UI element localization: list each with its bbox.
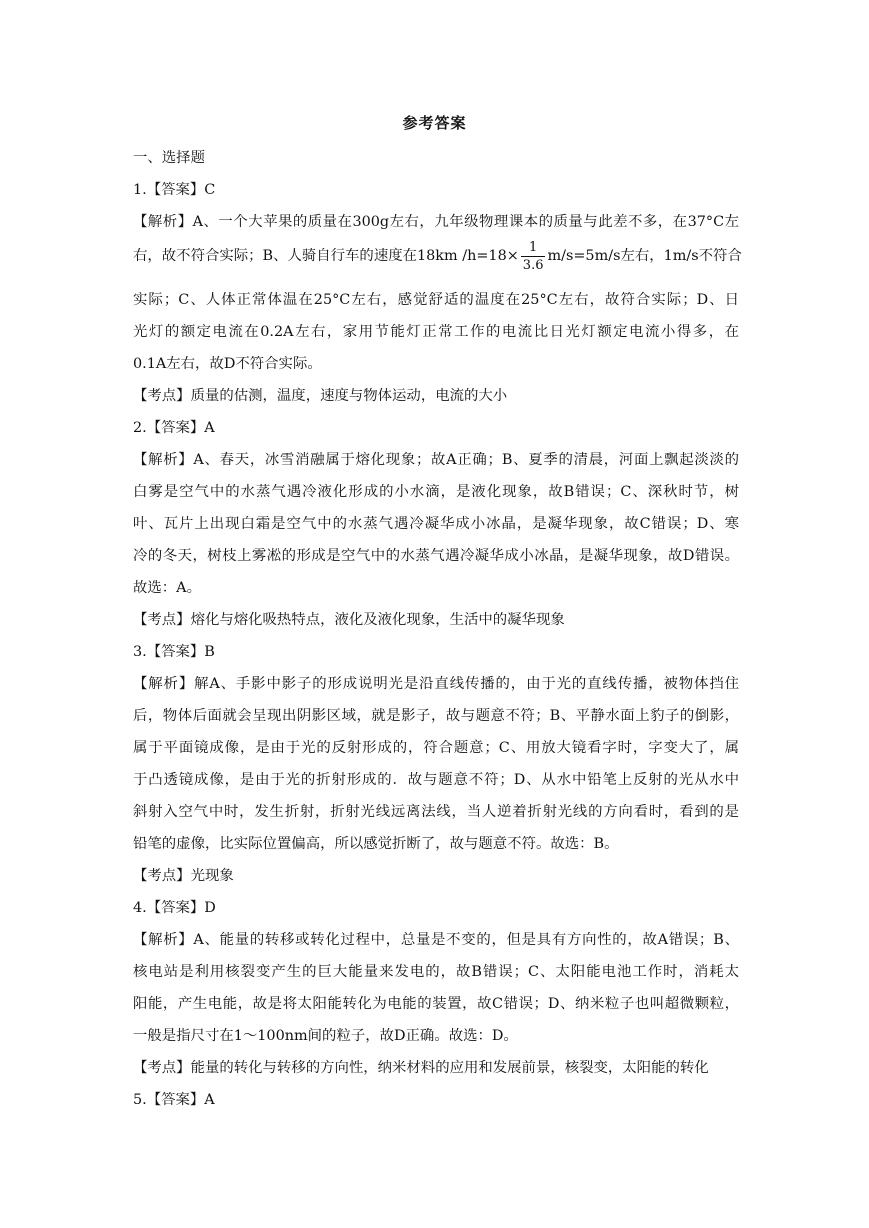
q1-answer: 1.【答案】C xyxy=(133,182,216,198)
q3-kaodian: 【考点】光现象 xyxy=(133,868,234,884)
q4-analysis-line-4: 一般是指尺寸在1～100nm间的粒子，故D正确。故选：D。 xyxy=(133,1028,518,1044)
q4-kaodian: 【考点】能量的转化与转移的方向性，纳米材料的应用和发展前景，核裂变，太阳能的转化 xyxy=(133,1060,709,1076)
q2-kaodian: 【考点】熔化与熔化吸热特点，液化及液化现象，生活中的凝华现象 xyxy=(133,612,565,628)
q2-analysis-line-3: 叶、瓦片上出现白霜是空气中的水蒸气遇冷凝华成小冰晶，是凝华现象，故C错误；D、寒 xyxy=(133,516,739,532)
page-title: 参考答案 xyxy=(402,114,467,132)
q4-analysis-line-3: 阳能，产生电能，故是将太阳能转化为电能的装置，故C错误；D、纳米粒子也叫超微颗粒， xyxy=(133,996,739,1012)
section-heading: 一、选择题 xyxy=(133,150,205,166)
q3-analysis-line-3: 属于平面镜成像，是由于光的反射形成的，符合题意；C、用放大镜看字时，字变大了，属 xyxy=(133,740,739,756)
q3-analysis-line-6: 铅笔的虚像，比实际位置偏高，所以感觉折断了，故与题意不符。故选：B。 xyxy=(133,836,619,852)
q3-answer: 3.【答案】B xyxy=(133,644,215,660)
fraction-denominator: 3.6 xyxy=(522,257,544,273)
speed-fraction xyxy=(521,239,546,274)
q2-analysis-line-4: 冷的冬天，树枝上雾凇的形成是空气中的水蒸气遇冷凝华成小冰晶，是凝华现象，故D错误。 xyxy=(133,548,739,564)
q3-analysis-line-1: 【解析】解A、手影中影子的形成说明光是沿直线传播的，由于光的直线传播，被物体挡住 xyxy=(133,676,739,692)
q2-answer: 2.【答案】A xyxy=(133,420,215,436)
q4-analysis-line-2: 核电站是利用核裂变产生的巨大能量来发电的，故B错误；C、太阳能电池工作时，消耗太 xyxy=(133,964,739,980)
q1-kaodian: 【考点】质量的估测，温度，速度与物体运动，电流的大小 xyxy=(133,388,508,404)
q2-analysis-line-1: 【解析】A、春天，冰雪消融属于熔化现象；故A正确；B、夏季的清晨，河面上飘起淡淡的 xyxy=(133,452,739,468)
q3-analysis-line-5: 斜射入空气中时，发生折射，折射光线远离法线，当人逆着折射光线的方向看时，看到的是 xyxy=(133,804,739,820)
q1-line2-pre: 右，故不符合实际；B、人骑自行车的速度在18km /h=18× xyxy=(133,248,519,264)
q3-analysis-line-4: 于凸透镜成像，是由于光的折射形成的．故与题意不符；D、从水中铅笔上反射的光从水中 xyxy=(133,772,739,788)
fraction-numerator: 1 xyxy=(521,239,546,257)
q1-analysis-line-5: 0.1A左右，故D不符合实际。 xyxy=(133,356,322,372)
q2-analysis-line-5: 故选：A。 xyxy=(133,580,201,596)
q5-answer: 5.【答案】A xyxy=(133,1092,215,1108)
q4-analysis-line-1: 【解析】A、能量的转移或转化过程中，总量是不变的，但是具有方向性的，故A错误；B、 xyxy=(133,932,739,948)
q4-answer: 4.【答案】D xyxy=(133,900,216,916)
q3-analysis-line-2: 后，物体后面就会呈现出阴影区域，就是影子，故与题意不符；B、平静水面上豹子的倒影， xyxy=(133,708,739,724)
q1-analysis-line-4: 光灯的额定电流在0.2A左右，家用节能灯正常工作的电流比日光灯额定电流小得多，在 xyxy=(133,324,739,340)
q1-analysis-line-3: 实际；C、人体正常体温在25°C左右，感觉舒适的温度在25°C左右，故符合实际；D、日 xyxy=(133,292,739,308)
q2-analysis-line-2: 白雾是空气中的水蒸气遇冷液化形成的小水滴，是液化现象，故B错误；C、深秋时节，树 xyxy=(133,484,739,500)
q1-analysis-line-2 xyxy=(133,238,742,274)
q1-line2-post: m/s=5m/s左右，1m/s不符合 xyxy=(547,248,742,264)
q1-analysis-line-1: 【解析】A、一个大苹果的质量在300g左右，九年级物理课本的质量与此差不多，在37°C左 xyxy=(133,214,739,230)
